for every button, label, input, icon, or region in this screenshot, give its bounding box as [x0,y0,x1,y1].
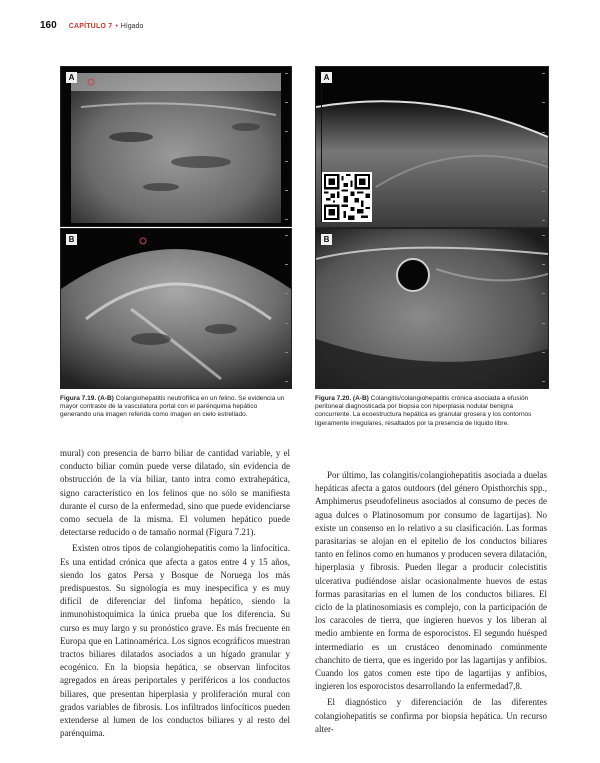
caption-id: Figura 7.19. (A-B) [60,395,114,402]
body-column-right [315,469,547,736]
caption-text: Colangitis/colangiohepatitis crónica asociada a efusión peritoneal diagnosticada por biopsia con hiperplasia nodular benigna concurrente. La ecoestructura hepática es granular grosera y los contornos ligeramente irregulares, resaltados por la presencia de líquido libre. [315,395,532,427]
qr-code[interactable] [322,172,372,222]
panel-label-b: B [66,234,77,245]
ultrasound-image-720b [315,228,549,389]
body-column-left [60,447,290,740]
paragraph: mural) con presencia de barro biliar de cantidad variable, y el conducto biliar común puede verse dilatado, sin evidencia de obstrucción de la vía biliar, tanto intra como extrahepática, signo característico en los felinos que no sólo se manifiesta durante el curso de la enfermedad, sino que puede evidenciarse como secuela de la misma. El volumen hepático puede detectarse reducido o de tamaño normal (Figura 7.21). [60,448,290,538]
caption-id: Figura 7.20. (A-B) [315,395,369,402]
paragraph: El diagnóstico y diferenciación de las diferentes colangiohepatitis se confirma por biopsia hepática. Un recurso alter- [315,697,547,734]
ultrasound-image-719a [60,66,292,227]
depth-scale [541,235,545,382]
ultrasound-texture [61,229,291,388]
page-number: 160 [40,20,57,31]
qr-code-graphic [324,174,370,220]
paragraph: Por último, las colangitis/colangiohepatitis asociada a duelas hepáticas afecta a gatos outdoors (del género Opisthorchis spp., Amphimerus pseudofelineus asociados al consumo de peces de agua dulces o Platinosomum por consumo de lagartijas). No existe un consenso en lo relativo a su clasificación. Las formas parasitarias se alojan en el epitelio de los conductos biliares tanto en felinos como en humanos y producen severa dilatación, hiperplasia y fibrosis. Pueden llegar a producir colecistitis ulcerativa pudiéndose aislar ocasionalmente huevos de estas formas parasitarias en el lumen de los conductos biliares. El ciclo de la platinosomiasis es complejo, con la participación de los caracoles de tierra, que ingieren huevos y los liberan al medio ambiente en forma de esporocistos. El segundo huésped intermediario es un crustáceo denominado comúnmente chanchito de tierra, que es ingerido por las lagartijas y anfibios. Cuando los gatos comen este tipo de lagartijas y anfibios, ingieren los esporocistos desarrollando la enfermedad7,8. [315,470,547,692]
panel-label-a: A [321,72,332,83]
ultrasound-texture [316,229,548,388]
caption-text: Colangiohepatitis neutrofílica en un felino. Se evidencia un mayor contraste de la vasculatura portal con el parénquima hepático generando una imagen referida como imagen en cielo estrellado. [60,395,285,419]
section-label: Hígado [120,23,144,30]
figure-caption-720 [315,395,547,428]
running-header [40,20,143,36]
paragraph: Existen otros tipos de colangiohepatitis como la linfocítica. Es una entidad crónica que afecta a gatos entre 4 y 15 años, siendo los gatos Persa y Bosque de Noruega los más predispuestos. Su signología es muy inespecífica y es muy difícil de diferenciar del linfoma hepático, siendo la inmunohistoquímica la única prueba que los diferencia. Su curso es muy largo y su pronóstico grave. Es más frecuente en Europa que en Latinoamérica. Los signos ecográficos muestran tractos biliares dilatados asociados a un hígado granular y ecogénico. En la biopsia hepática, se observan linfocitos agregados en áreas periportales y periféricos a los conductos biliares, que presentan hiperplasia y proliferación mural con grados variables de fibrosis. Los infiltrados linfocíticos pueden extenderse al lumen de los conductos biliares y al resto del parénquima. [60,543,290,739]
ultrasound-image-719b [60,228,292,389]
depth-scale [284,235,288,382]
depth-scale [284,73,288,220]
depth-scale [541,73,545,221]
chapter-label: CAPÍTULO 7 [68,23,113,30]
panel-label-a: A [66,72,77,83]
header-separator: • [115,23,118,30]
figure-caption-719 [60,395,290,420]
panel-label-b: B [321,234,332,245]
ultrasound-texture [61,67,291,226]
